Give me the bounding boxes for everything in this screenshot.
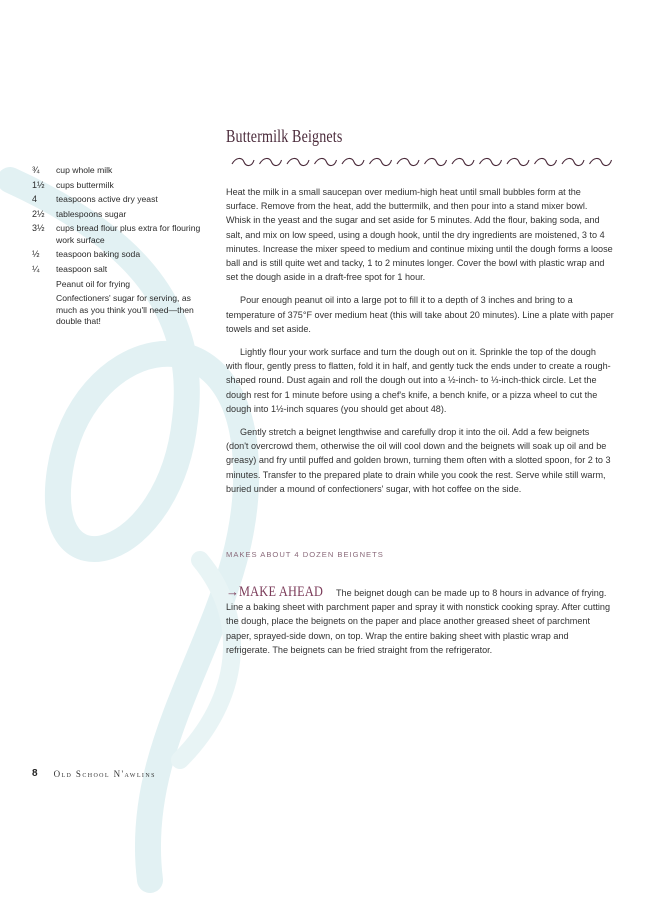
- divider-flourish: [397, 158, 419, 165]
- page-footer: [32, 768, 156, 779]
- divider-flourish: [535, 158, 557, 165]
- ingredient-text: cup whole milk: [56, 165, 113, 175]
- ingredient-text: teaspoon baking soda: [56, 249, 141, 260]
- ingredient-row: [32, 165, 204, 176]
- instruction-paragraph: Gently stretch a beignet lengthwise and carefully drop it into the oil. Add a few beignets (don't overcrowd them, otherwise the oil will cool down and the beignets will soak up oil and be greasy) and fry until puffed and golden brown, turning them often with a slotted spoon, for 2 to 3 minutes. Transfer to the prepared plate to drain while you cook the rest. Serve while still warm, buried under a mound of confectioners' sugar, with hot coffee on the side.: [226, 427, 611, 494]
- ingredient-quantity: ¼: [32, 263, 40, 274]
- recipe-instructions: [226, 185, 614, 505]
- ingredient-text: teaspoons active dry yeast: [56, 194, 158, 205]
- divider-flourish: [342, 158, 364, 165]
- ingredient-text: cups bread flour plus extra for flouring work surface: [56, 223, 201, 245]
- divider-flourish: [507, 158, 529, 165]
- page-number: 8: [32, 768, 38, 779]
- recipe-yield: MAKES ABOUT 4 DOZEN BEIGNETS: [226, 550, 384, 559]
- ingredient-row: [32, 264, 204, 275]
- ingredient-row: [32, 279, 204, 290]
- arrow-icon: →: [226, 584, 239, 599]
- ingredients-list: [32, 165, 204, 331]
- ingredient-text: teaspoon salt: [56, 263, 108, 274]
- ingredient-row: [32, 249, 204, 260]
- make-ahead-text: The beignet dough can be made up to 8 hours in advance of frying. Line a baking sheet with parchment paper and spray it with nonstick cooking spray. After cutting the dough, place the beignets on the paper and place another greased sheet of parchment paper, sprayed-side down, on top. Wrap the entire baking sheet with plastic wrap and refrigerate. The beignets can be fried straight from the refrigerator.: [226, 588, 611, 655]
- ingredient-quantity: ½: [32, 249, 40, 260]
- divider-flourish: [480, 158, 502, 165]
- ingredient-quantity: 2½: [32, 208, 45, 219]
- ornamental-divider: [226, 156, 614, 168]
- swirl-line: [180, 560, 232, 760]
- ingredient-text: Confectioners' sugar for serving, as much as you think you'll need—then double that!: [56, 293, 194, 326]
- divider-flourish: [315, 158, 337, 165]
- instruction-paragraph: Lightly flour your work surface and turn the dough out on it. Sprinkle the top of the dough with flour, gently press to flatten, fold it in half, and gently tuck the ends under to create a rough-shaped round. Dust again and roll the dough out into a ½-inch- to ⅓-inch-thick circle. Let the dough rest for 1 minute before using a chef's knife, a bench knife, or a pizza wheel to cut the dough into 1½-inch squares (you should get about 48).: [226, 347, 611, 414]
- running-head: Old School N'awlins: [53, 768, 156, 779]
- ingredient-quantity: 3½: [32, 223, 45, 234]
- divider-flourish: [590, 158, 612, 165]
- ingredient-row: [32, 180, 204, 191]
- divider-flourish: [260, 158, 282, 165]
- divider-flourish: [370, 158, 392, 165]
- ingredient-row: [32, 209, 204, 220]
- ingredient-quantity: 4: [32, 194, 38, 205]
- ingredient-row: [32, 194, 204, 205]
- ingredient-row: [32, 223, 204, 246]
- ingredient-quantity: ¾: [32, 165, 40, 175]
- ingredient-row: [32, 293, 204, 327]
- recipe-title: Buttermilk Beignets: [226, 126, 343, 146]
- ingredient-text: cups buttermilk: [56, 179, 114, 190]
- instruction-paragraph: Heat the milk in a small saucepan over medium-high heat until small bubbles form at the surface. Remove from the heat, add the buttermilk, and then pour into a stand mixer bowl. Whisk in the yeast and the sugar and set aside for 5 minutes. Add the flour, baking soda, and salt, and mix on low speed, using a dough hook, until the dry ingredients are moistened, 3 to 4 minutes. Increase the mixer speed to medium and continue mixing until the dough forms a loose ball and is still quite wet and tacky, 1 to 2 minutes longer. Cover the bowl with plastic wrap and set the dough aside in a draft-free spot for 1 hour.: [226, 187, 613, 283]
- divider-flourish: [232, 158, 254, 165]
- make-ahead-note: [226, 585, 614, 657]
- divider-flourish: [425, 158, 447, 165]
- divider-flourish: [562, 158, 584, 165]
- ingredient-quantity: 1½: [32, 179, 45, 190]
- make-ahead-label: MAKE AHEAD: [239, 584, 324, 600]
- divider-flourish: [287, 158, 309, 165]
- ingredient-text: tablespoons sugar: [56, 208, 127, 219]
- ingredient-text: Peanut oil for frying: [56, 278, 131, 289]
- divider-flourish: [452, 158, 474, 165]
- instruction-paragraph: Pour enough peanut oil into a large pot to fill it to a depth of 3 inches and bring to a temperature of 375°F over medium heat (this will take about 20 minutes). Line a plate with paper towels and set aside.: [226, 295, 614, 334]
